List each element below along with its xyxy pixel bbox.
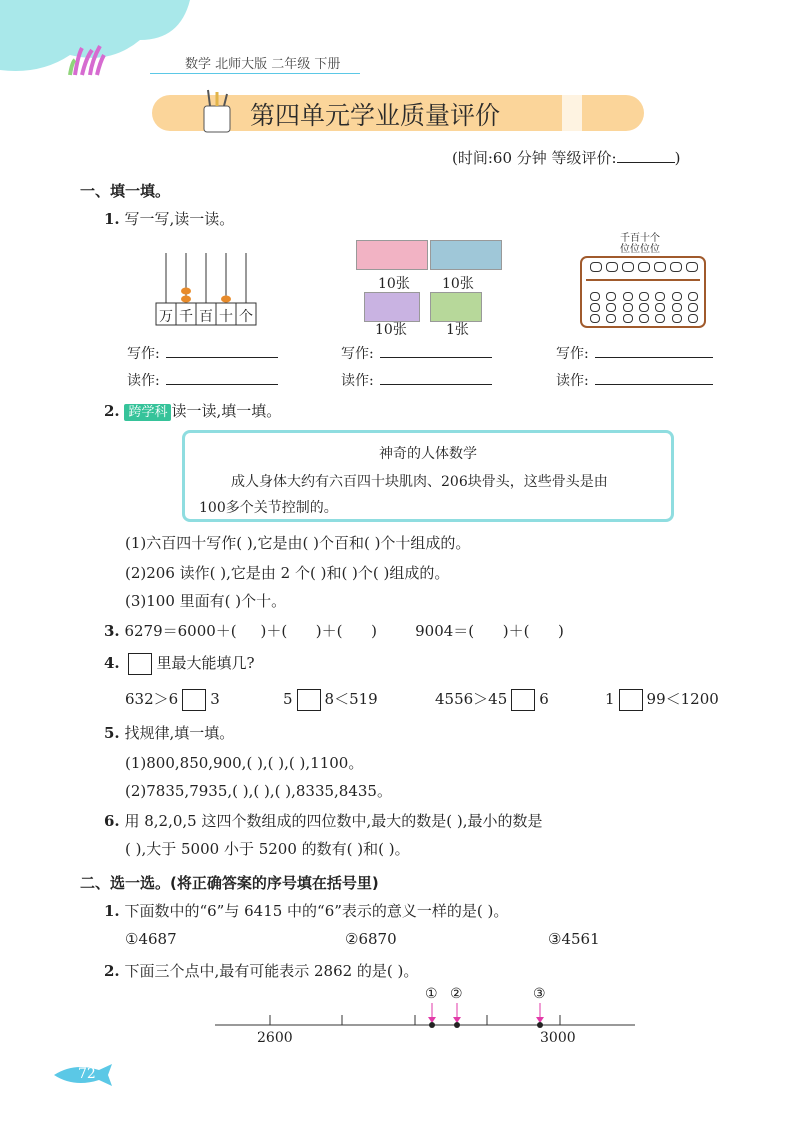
abacus-label: 个: [239, 309, 253, 325]
bead: [638, 262, 650, 272]
corner-decoration: [0, 0, 200, 80]
q4-item: 1 99＜1200: [605, 688, 719, 711]
option[interactable]: ②6870: [345, 930, 397, 948]
banknote-1: [430, 292, 482, 322]
cross-subject-tag: 跨学科: [124, 404, 171, 421]
frame-beads: [590, 262, 698, 272]
q2: 2. 跨学科 读一读,填一填。: [104, 402, 282, 420]
q2-part: (1)六百四十写作( ),它是由( )个百和( )个十组成的。: [125, 534, 471, 552]
answer-box[interactable]: [511, 689, 535, 711]
page-number: 72: [78, 1066, 96, 1082]
abacus-label: 百: [199, 309, 213, 325]
passage-title: 神奇的人体数学: [379, 446, 477, 462]
s2-q1: 1. 下面数中的“6”与 6415 中的“6”表示的意义一样的是( )。: [104, 902, 509, 920]
q4-item: 632＞6 3: [125, 688, 220, 711]
axis-label-end: 3000: [540, 1030, 576, 1046]
answer-box[interactable]: [619, 689, 643, 711]
section1-title: 一、填一填。: [80, 182, 171, 200]
bead: [606, 262, 618, 272]
answer-box[interactable]: [297, 689, 321, 711]
place-labels: 千百十个 位位位位: [620, 233, 660, 255]
money-count: 10张: [442, 276, 474, 292]
money-count: 1张: [446, 322, 469, 338]
q4: 4. 里最大能填几?: [104, 652, 255, 675]
abacus-labels: [156, 306, 256, 326]
write-field-1[interactable]: 写作:: [127, 343, 278, 363]
bead: [670, 262, 682, 272]
passage-box: [182, 430, 674, 522]
read-field-2[interactable]: 读作:: [341, 370, 492, 390]
passage-line: 成人身体大约有六百四十块肌肉、206块骨头，这些骨头是由: [231, 474, 608, 490]
abacus-label: 万: [159, 309, 173, 325]
q6: 6. 用 8,2,0,5 这四个数组成的四位数中,最大的数是( ),最小的数是: [104, 812, 543, 830]
bead: [590, 262, 602, 272]
page-title: 第四单元学业质量评价: [250, 101, 501, 130]
header-subject: 数学 北师大版 二年级 下册: [185, 57, 341, 72]
answer-box[interactable]: [182, 689, 206, 711]
q4-item: 5 8＜519: [283, 688, 378, 711]
passage-line: 100多个关节控制的。: [199, 500, 338, 516]
time-info: (时间:60 分钟 等级评价: ): [452, 149, 681, 167]
point-label: ③: [533, 986, 546, 1002]
point-label: ②: [450, 986, 463, 1002]
q2-part: (3)100 里面有( )个十。: [125, 592, 287, 610]
q1: 1. 写一写,读一读。: [104, 210, 235, 228]
money-count: 10张: [375, 322, 407, 338]
answer-box[interactable]: [128, 653, 152, 675]
q6-line2: ( ),大于 5000 小于 5200 的数有( )和( )。: [125, 840, 410, 858]
q4-item: 4556＞45 6: [435, 688, 549, 711]
header-rule: [150, 73, 360, 74]
q2-part: (2)206 读作( ),它是由 2 个( )和( )个( )组成的。: [125, 564, 450, 582]
pencil-cup-icon: [200, 88, 234, 134]
bead: [622, 262, 634, 272]
axis-label-start: 2600: [257, 1030, 293, 1046]
option[interactable]: ③4561: [548, 930, 600, 948]
bead: [654, 262, 666, 272]
point-label: ①: [425, 986, 438, 1002]
banknote-100: [356, 240, 428, 270]
write-field-3[interactable]: 写作:: [556, 343, 713, 363]
read-field-1[interactable]: 读作:: [127, 370, 278, 390]
banknote-5: [364, 292, 420, 322]
option[interactable]: ①4687: [125, 930, 177, 948]
frame-beads-lower: [590, 292, 698, 323]
bead: [686, 262, 698, 272]
q5-part: (2)7835,7935,( ),( ),( ),8335,8435。: [125, 782, 392, 800]
money-count: 10张: [378, 276, 410, 292]
abacus-label: 千: [179, 309, 193, 325]
section2-title: 二、选一选。(将正确答案的序号填在括号里): [80, 874, 379, 892]
read-field-3[interactable]: 读作:: [556, 370, 713, 390]
q5: 5. 找规律,填一填。: [104, 724, 235, 742]
write-field-2[interactable]: 写作:: [341, 343, 492, 363]
q5-part: (1)800,850,900,( ),( ),( ),1100。: [125, 754, 364, 772]
s2-q2: 2. 下面三个点中,最有可能表示 2862 的是( )。: [104, 962, 419, 980]
abacus-label: 十: [219, 309, 233, 325]
q3: 3. 6279＝6000＋( )＋( )＋( ) 9004＝( )＋( ): [104, 622, 564, 640]
banknote-50: [430, 240, 502, 270]
